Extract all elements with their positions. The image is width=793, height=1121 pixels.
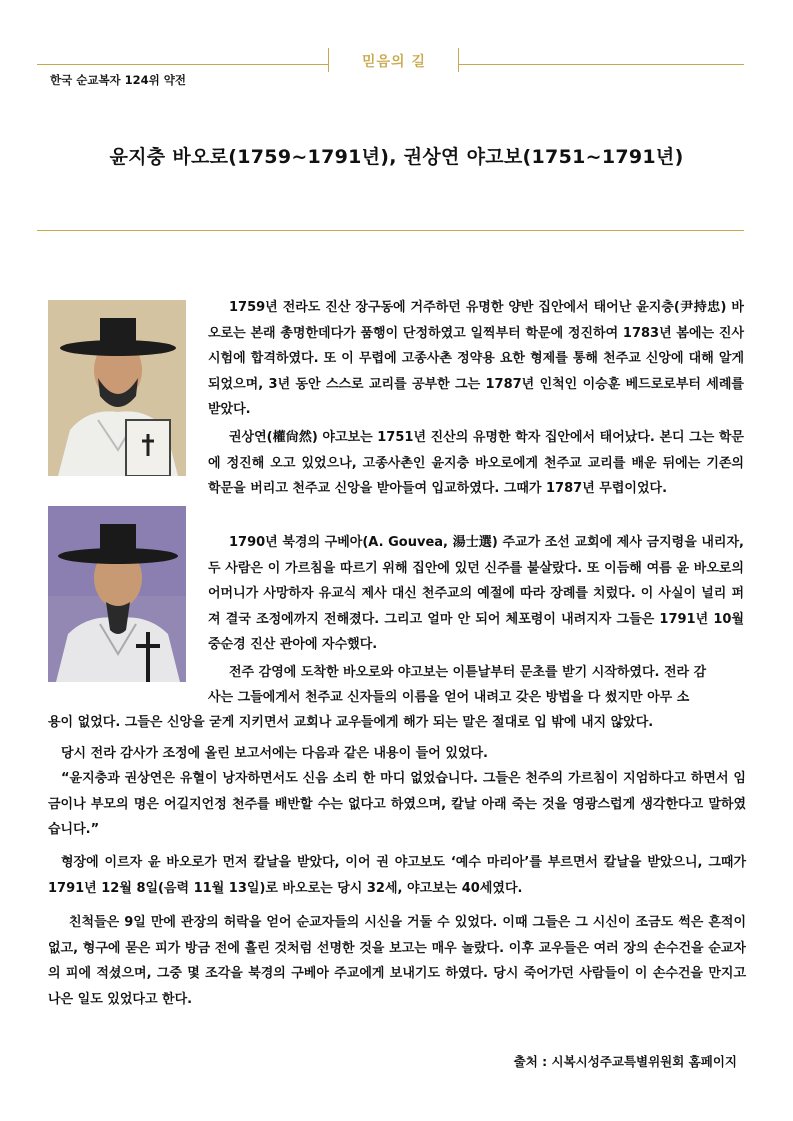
paragraph-ancestral-rites: 1790년 북경의 구베아(A. Gouvea, 湯士選) 주교가 조선 교회에 제사 금지령을 내리자, 두 사람은 이 가르침을 따르기 위해 집안에 있던 신주를 불살랐다. 또 이듬해 여름 윤 바오로의 어머니가 사망하자 유교식 제사 대신 천주교의 예절에 따라 장례를 치렀다. 이 사실이 널리 퍼져 결국 조정에까지 전해졌다. 그리고 얼마 안 되어 체포령이 내려지자 그들은 1791년 10월 중순경 진산 관아에 자수했다.: [208, 535, 744, 652]
paragraph-interrogation-line-2: 사는 그들에게서 천주교 신자들의 이름을 얻어 내려고 갖은 방법을 다 썼지만 아무 소: [208, 690, 690, 705]
paragraph-yun-biography: 1759년 전라도 진산 장구동에 거주하던 유명한 양반 집안에서 태어난 윤지충(尹持忠) 바오로는 본래 총명한데다가 품행이 단정하였고 일찍부터 학문에 정진하여 1783년 봄에는 진사 시험에 합격하였다. 또 이 무렵에 고종사촌 정약용 요한 형제를 통해 천주교 신앙에 대해 알게 되었으며, 3년 동안 스스로 교리를 공부한 그는 1787년 인척인 이승훈 베드로로부터 세례를 받았다.: [208, 300, 744, 417]
portrait-yun-ji-chung: [48, 300, 186, 476]
paragraph-execution: 형장에 이르자 윤 바오로가 먼저 칼날을 받았다, 이어 권 야고보도 ‘예수 마리아’를 부르면서 칼날을 받았으니, 그때가 1791년 12월 8일(음력 11월 13일)로 바오로는 당시 32세, 야고보는 40세였다.: [48, 855, 746, 896]
page-title: 윤지충 바오로(1759~1791년), 권상연 야고보(1751~1791년): [109, 146, 684, 168]
portrait-illustration-icon: [48, 506, 186, 682]
header-section-tag: 믿음의 길: [362, 54, 426, 70]
paragraph-report-intro: 당시 전라 감사가 조정에 올린 보고서에는 다음과 같은 내용이 들어 있었다.: [61, 746, 488, 761]
paragraph-interrogation-line-1: 전주 감영에 도착한 바오로와 야고보는 이튿날부터 문초를 받기 시작하였다. 전라 감: [229, 665, 707, 680]
source-credit: 출처 : 시복시성주교특별위원회 홈페이지: [513, 1054, 737, 1069]
header-rule-right: [458, 64, 744, 65]
portrait-kwon-sang-yeon: [48, 506, 186, 682]
header-subtitle: 한국 순교복자 124위 약전: [50, 73, 186, 87]
title-rule: [37, 230, 744, 231]
paragraph-interrogation-line-3: 용이 없었다. 그들은 신앙을 굳게 지키면서 교회나 교우들에게 해가 되는 말은 절대로 입 밖에 내지 않았다.: [48, 715, 654, 730]
paragraph-kwon-biography: 권상연(權尙然) 야고보는 1751년 진산의 유명한 학자 집안에서 태어났다. 본디 그는 학문에 정진해 오고 있었으나, 고종사촌인 윤지충 바오로에게 천주교 교리를 배운 뒤에는 기존의 학문을 버리고 천주교 신앙을 받아들여 입교하였다. 그때가 1787년 무렵이었다.: [208, 430, 744, 496]
header-divider-left: [328, 48, 329, 72]
paragraph-relics: 친척들은 9일 만에 관장의 허락을 얻어 순교자들의 시신을 거둘 수 있었다. 이때 그들은 그 시신이 조금도 썩은 흔적이 없고, 형구에 묻은 피가 방금 전에 흘린 것처럼 선명한 것을 보고는 매우 놀랐다. 이후 교우들은 여러 장의 손수건을 순교자의 피에 적셨으며, 그중 몇 조각을 북경의 구베아 주교에게 보내기도 하였다. 당시 죽어가던 사람들이 이 손수건을 만지고 나은 일도 있었다고 한다.: [48, 915, 746, 1007]
portrait-illustration-icon: [48, 300, 186, 476]
header-rule-left: [37, 64, 328, 65]
paragraph-report-quote: “윤지충과 권상연은 유혈이 낭자하면서도 신음 소리 한 마디 없었습니다. 그들은 천주의 가르침이 지엄하다고 하면서 임금이나 부모의 명은 어길지언정 천주를 배반할 수는 없다고 하였으며, 칼날 아래 죽는 것을 영광스럽게 생각한다고 말하였습니다.”: [48, 771, 746, 837]
header-divider-right: [458, 48, 459, 72]
